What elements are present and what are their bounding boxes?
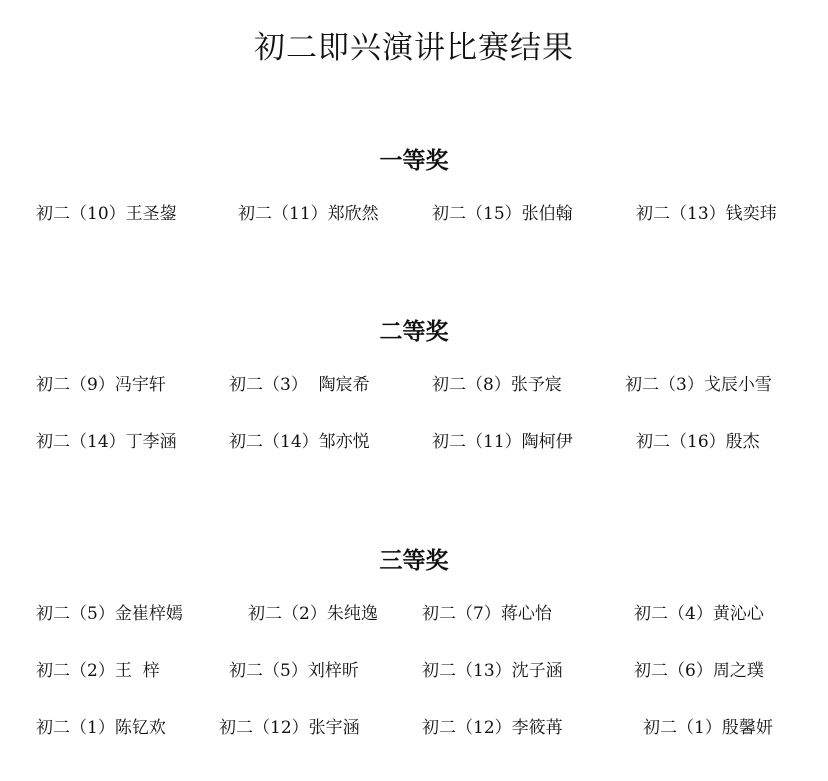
winner-entry: 初二（13）沈子涵 <box>422 661 563 681</box>
winner-entry: 初二（5）金崔梓嫣 <box>36 604 183 624</box>
winner-entry: 初二（12）张宇涵 <box>219 718 360 738</box>
winner-entry: 初二（5）刘梓昕 <box>229 661 359 681</box>
winner-entry: 初二（4）黄沁心 <box>634 604 764 624</box>
winner-entry: 初二（12）李筱苒 <box>422 718 563 738</box>
winner-entry: 初二（11）郑欣然 <box>238 204 379 224</box>
winner-entry: 初二（2）朱纯逸 <box>248 604 378 624</box>
winner-entry: 初二（11）陶柯伊 <box>432 432 573 452</box>
section-heading-first-prize: 一等奖 <box>379 148 449 174</box>
section-heading-second-prize: 二等奖 <box>379 319 449 345</box>
page-title: 初二即兴演讲比赛结果 <box>254 30 574 66</box>
section-heading-third-prize: 三等奖 <box>379 548 449 574</box>
winner-entry: 初二（7）蒋心怡 <box>422 604 552 624</box>
winner-entry: 初二（2）王 梓 <box>36 661 160 681</box>
winner-entry: 初二（1）陈钇欢 <box>36 718 166 738</box>
winner-entry: 初二（13）钱奕玮 <box>636 204 777 224</box>
winner-entry: 初二（1）殷馨妍 <box>643 718 773 738</box>
winner-entry: 初二（3） 陶宸希 <box>229 375 370 395</box>
winner-entry: 初二（16）殷杰 <box>636 432 760 452</box>
winner-entry: 初二（8）张予宸 <box>432 375 562 395</box>
winner-entry: 初二（9）冯宇轩 <box>36 375 166 395</box>
winner-entry: 初二（14）邹亦悦 <box>229 432 370 452</box>
winner-entry: 初二（3）戈辰小雪 <box>625 375 772 395</box>
winner-entry: 初二（10）王圣鋆 <box>36 204 177 224</box>
winner-entry: 初二（6）周之璞 <box>634 661 764 681</box>
winner-entry: 初二（14）丁李涵 <box>36 432 177 452</box>
winner-entry: 初二（15）张伯翰 <box>432 204 573 224</box>
